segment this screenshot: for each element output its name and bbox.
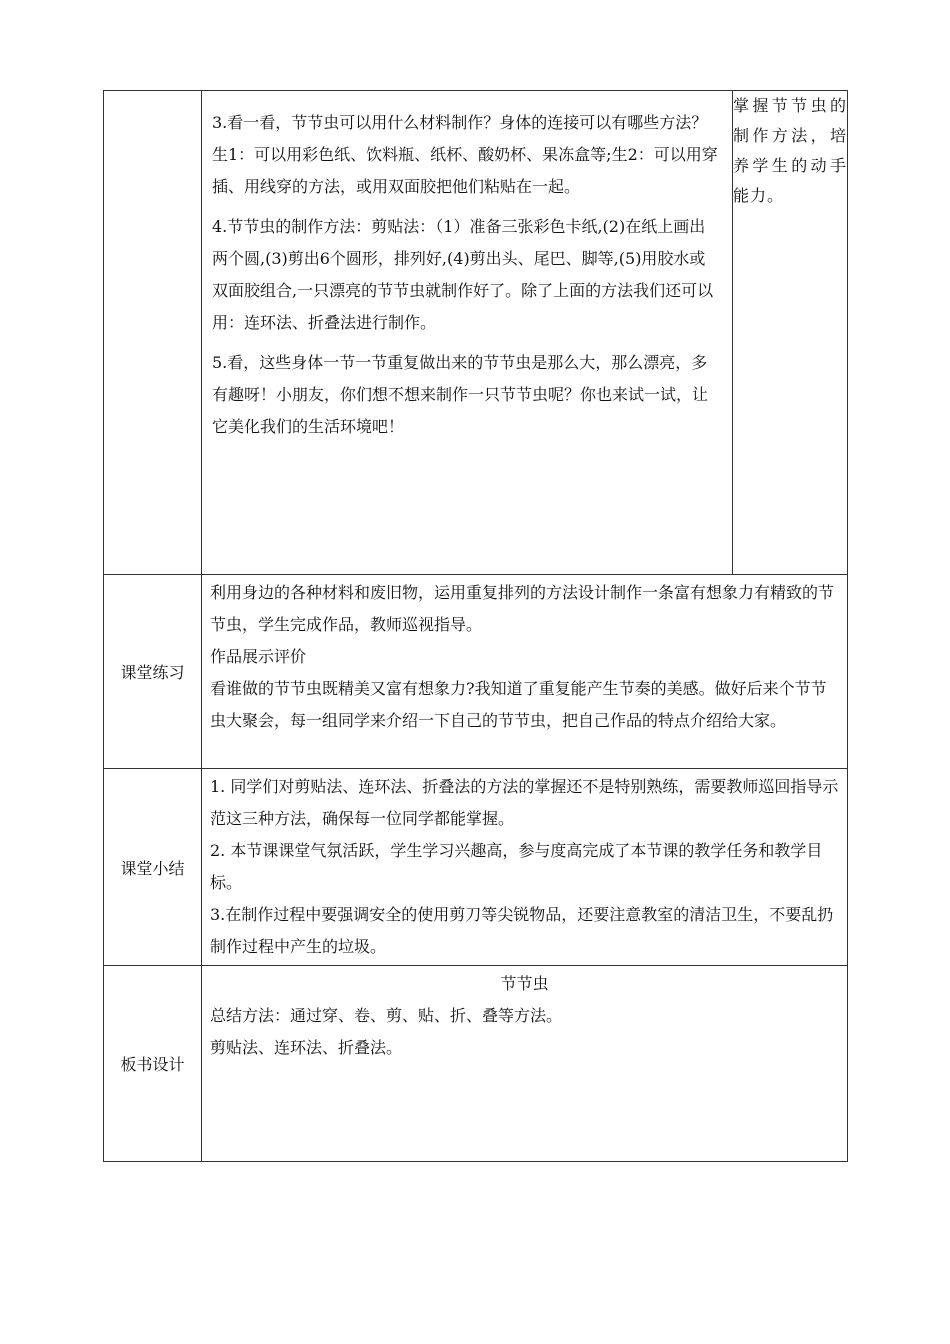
- summary-line: 3.在制作过程中要强调安全的使用剪刀等尖锐物品，还要注意教室的清洁卫生，不要乱扔制作过程中产生的垃圾。: [210, 905, 834, 956]
- board-title: 节节虫: [500, 974, 549, 993]
- lesson-plan-table: [103, 90, 848, 1162]
- process-step-5: 5.看，这些身体一节一节重复做出来的节节虫是那么大，那么漂亮，多有趣呀！小朋友，你们想不想来制作一只节节虫呢？你也来试一试，让它美化我们的生活环境吧！: [212, 353, 709, 436]
- summary-row: [104, 769, 848, 966]
- process-step-3: 3.看一看，节节虫可以用什么材料制作？身体的连接可以有哪些方法？生1：可以用彩色纸、饮料瓶、纸杯、酸奶杯、果冻盒等;生2：可以用穿插、用线穿的方法，或用双面胶把他们粘贴在一起。: [212, 113, 718, 196]
- process-content: [202, 91, 733, 575]
- practice-line: 利用身边的各种材料和废旧物，运用重复排列的方法设计制作一条富有想象力有精致的节节虫，学生完成作品，教师巡视指导。: [210, 583, 835, 634]
- practice-line: 作品展示评价: [210, 647, 307, 666]
- board-line: 剪贴法、连环法、折叠法。: [210, 1038, 403, 1057]
- board-label: 板书设计: [104, 966, 202, 1162]
- process-row: [104, 91, 848, 575]
- board-line: 总结方法：通过穿、卷、剪、贴、折、叠等方法。: [210, 1006, 563, 1025]
- design-intent: 掌握节节虫的制作方法，培养学生的动手能力。: [733, 91, 848, 575]
- practice-row: [104, 575, 848, 769]
- board-row: [104, 966, 848, 1162]
- summary-content: [202, 769, 848, 966]
- summary-label: 课堂小结: [104, 769, 202, 966]
- practice-content: [202, 575, 848, 769]
- practice-label: 课堂练习: [104, 575, 202, 769]
- process-label-cell: [104, 91, 202, 575]
- summary-line: 2. 本节课课堂气氛活跃，学生学习兴趣高，参与度高完成了本节课的教学任务和教学目标。: [210, 841, 823, 892]
- process-step-4: 4.节节虫的制作方法：剪贴法：（1）准备三张彩色卡纸,(2)在纸上画出两个圆,(3)剪出6个圆形，排列好,(4)剪出头、尾巴、脚等,(5)用胶水或双面胶组合,一只漂亮的节节虫就制作好了。除了上面的方法我们还可以用：连环法、折叠法进行制作。: [212, 217, 714, 332]
- summary-line: 1. 同学们对剪贴法、连环法、折叠法的方法的掌握还不是特别熟练，需要教师巡回指导示范这三种方法，确保每一位同学都能掌握。: [210, 777, 839, 828]
- board-content: [202, 966, 848, 1162]
- practice-line: 看谁做的节节虫既精美又富有想象力?我知道了重复能产生节奏的美感。做好后来个节节虫大聚会，每一组同学来介绍一下自己的节节虫，把自己作品的特点介绍给大家。: [210, 679, 827, 730]
